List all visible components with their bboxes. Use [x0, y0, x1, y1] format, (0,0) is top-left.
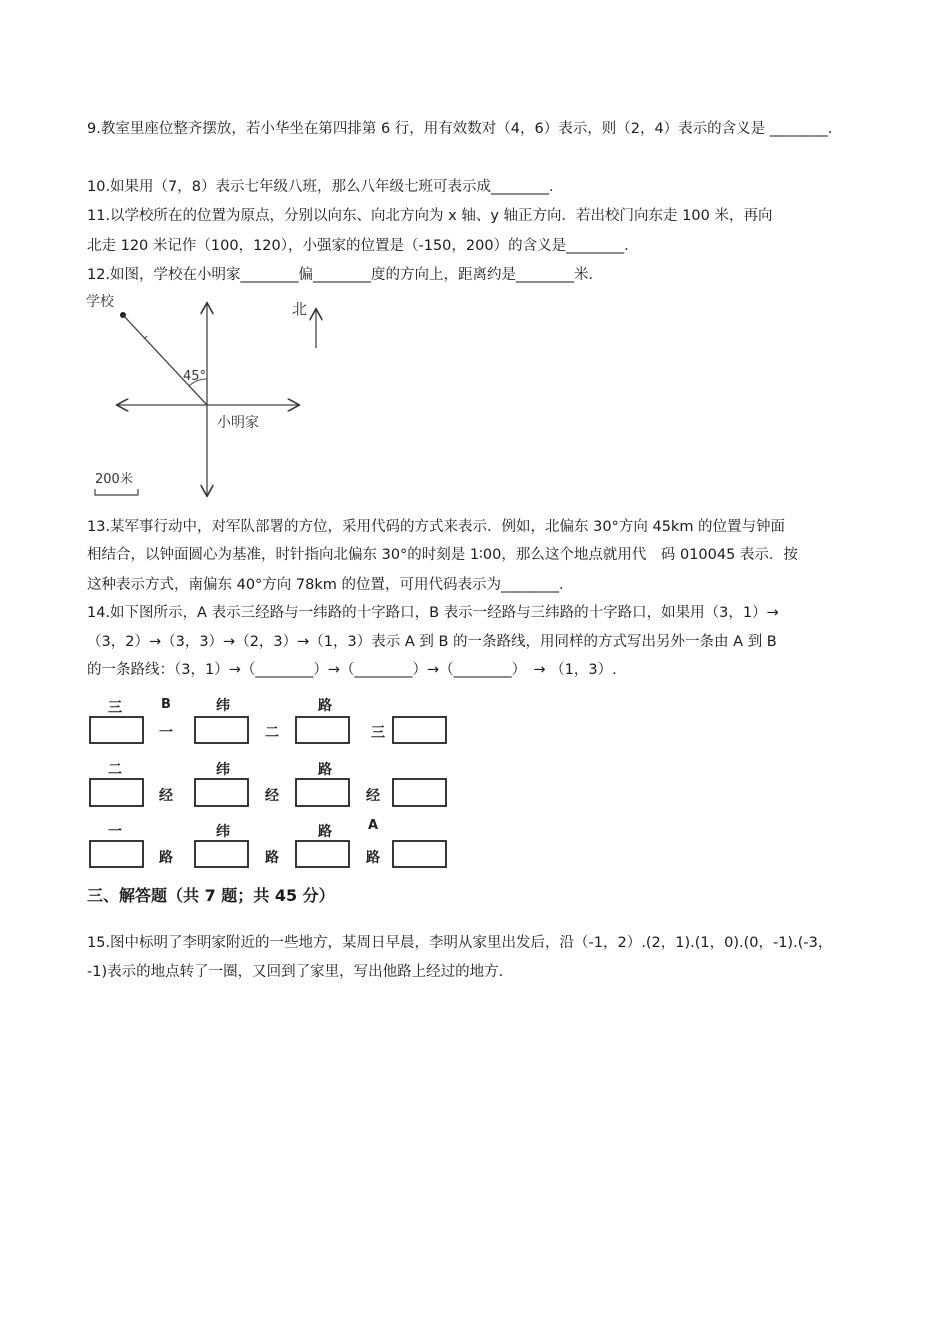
block-r1-c1 — [90, 717, 143, 743]
school-line — [123, 315, 207, 405]
point-b-label: B — [161, 697, 171, 712]
question-15-line1: 15.图中标明了李明家附近的一些地方，某周日早晨，李明从家里出发后，沿（-1，2）.(2，1).(1，0).(0，-1).(-3， — [87, 935, 833, 951]
row1-left-label: 三 — [108, 700, 122, 716]
figure-12-direction-diagram — [80, 288, 340, 503]
row3-gap1: 路 — [159, 850, 173, 866]
angle-label: 45° — [183, 369, 207, 384]
question-15-line2: -1)表示的地点转了一圈，又回到了家里，写出他路上经过的地方. — [87, 964, 504, 980]
home-label: 小明家 — [217, 415, 259, 431]
row3-left-label: 一 — [108, 824, 122, 840]
row1-gap3: 三 — [371, 725, 385, 741]
question-10: 10.如果用（7，8）表示七年级八班，那么八年级七班可表示成________. — [87, 179, 554, 195]
block-r2-c2 — [195, 779, 248, 806]
figure-14-road-grid — [80, 690, 460, 875]
row2-gap1: 经 — [159, 788, 173, 804]
question-14-line1: 14.如下图所示，A 表示三经路与一纬路的十字路口，B 表示一经路与三纬路的十字路口，如果用（3，1）→ — [87, 605, 779, 621]
row2-left-label: 二 — [108, 762, 122, 778]
block-r3-c4 — [393, 841, 446, 867]
block-r2-c1 — [90, 779, 143, 806]
north-label: 北 — [292, 300, 308, 318]
question-13-line1: 13.某军事行动中，对军队部署的方位，采用代码的方式来表示．例如，北偏东 30°方向 45km 的位置与钟面 — [87, 519, 786, 535]
block-r1-c3 — [296, 717, 349, 743]
row1-lu-label: 路 — [318, 698, 332, 714]
block-r2-c3 — [296, 779, 349, 806]
question-12: 12.如图，学校在小明家________偏________度的方向上，距离约是________米． — [87, 267, 604, 283]
block-r3-c3 — [296, 841, 349, 867]
scale-label: 200米 — [95, 472, 133, 487]
school-label: 学校 — [86, 294, 114, 310]
row3-wei-label: 纬 — [216, 824, 230, 840]
row1-wei-label: 纬 — [216, 698, 230, 714]
block-r2-c4 — [393, 779, 446, 806]
question-9: 9.教室里座位整齐摆放，若小华坐在第四排第 6 行，用有效数对（4，6）表示，则（2，4）表示的含义是 ________. — [87, 121, 833, 137]
question-14-line3: 的一条路线：（3，1）→（________）→（________）→（________） → （1，3）. — [87, 662, 617, 678]
question-11-line1: 11.以学校所在的位置为原点，分别以向东、向北方向为 x 轴、y 轴正方向．若出校门向东走 100 米，再向 — [87, 208, 773, 224]
question-13-line3: 这种表示方式，南偏东 40°方向 78km 的位置，可用代码表示为________. — [87, 577, 564, 593]
row2-gap2: 经 — [265, 788, 279, 804]
row3-gap2: 路 — [265, 850, 279, 866]
question-11-line2: 北走 120 米记作（100，120），小强家的位置是（-150，200）的含义是________. — [87, 238, 629, 254]
row3-lu-label: 路 — [318, 824, 332, 840]
block-r1-c4 — [393, 717, 446, 743]
question-13-line2: 相结合，以钟面圆心为基准，时针指向北偏东 30°的时刻是 1∶00，那么这个地点就用代 码 010045 表示．按 — [87, 547, 798, 563]
point-a-label: A — [367, 818, 379, 833]
row2-wei-label: 纬 — [216, 762, 230, 778]
row1-gap2: 二 — [265, 725, 279, 741]
row2-gap3: 经 — [366, 788, 380, 804]
row3-gap3: 路 — [366, 850, 380, 866]
row2-lu-label: 路 — [318, 762, 332, 778]
block-r3-c1 — [90, 841, 143, 867]
scale-bar — [95, 489, 138, 495]
section-3-heading: 三、解答题（共 7 题；共 45 分） — [87, 886, 335, 905]
question-14-line2: （3，2）→（3，3）→（2，3）→（1，3）表示 A 到 B 的一条路线，用同样的方式写出另外一条由 A 到 B — [87, 634, 777, 650]
row1-gap1: 一 — [159, 725, 173, 741]
block-r3-c2 — [195, 841, 248, 867]
block-r1-c2 — [195, 717, 248, 743]
